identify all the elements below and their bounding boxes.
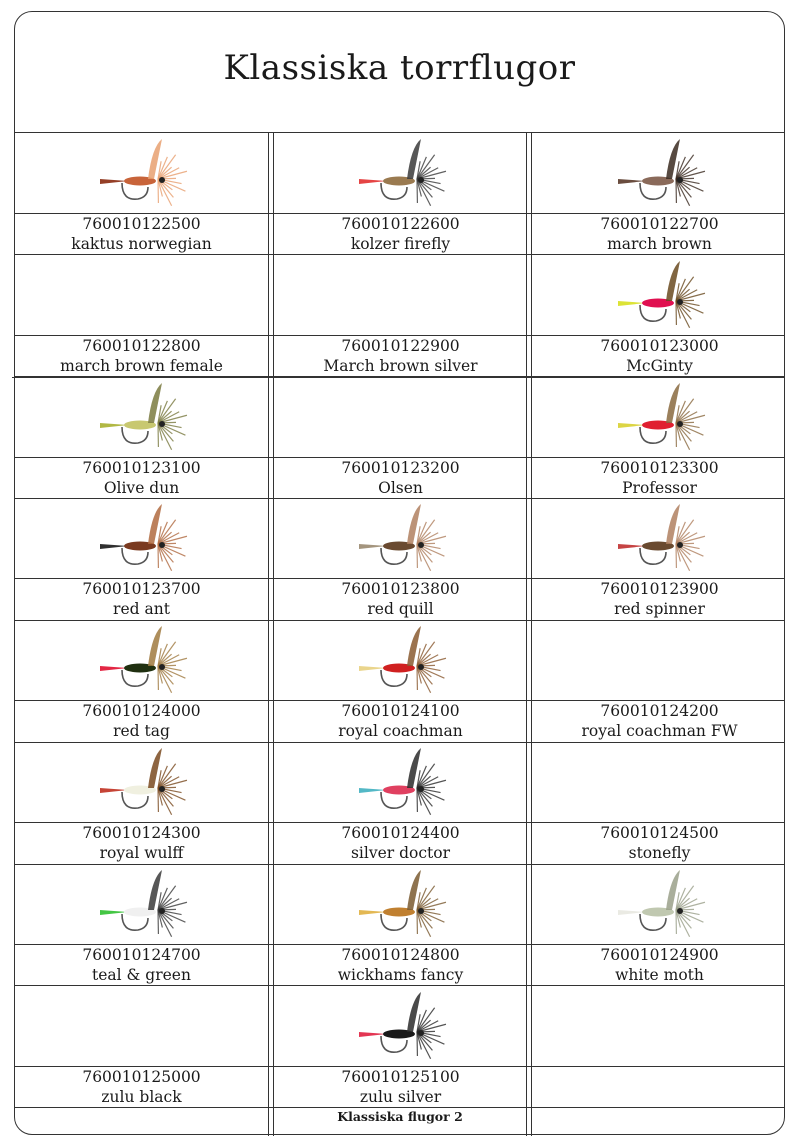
fly-tail bbox=[359, 788, 387, 793]
fly-name: Olive dun bbox=[103, 479, 180, 497]
article-number: 760010124800 bbox=[341, 946, 460, 964]
fly-caption bbox=[534, 945, 785, 985]
fly-caption bbox=[275, 336, 526, 376]
fly-name: royal wulff bbox=[99, 844, 184, 862]
fly-head bbox=[677, 177, 683, 183]
fly-caption bbox=[15, 579, 268, 619]
fly-head bbox=[677, 421, 683, 427]
fly-hook bbox=[381, 548, 407, 564]
fly-hook bbox=[381, 792, 407, 808]
fly-hook bbox=[122, 670, 148, 686]
article-number: 760010124000 bbox=[82, 702, 201, 720]
fly-caption bbox=[275, 823, 526, 863]
fly-name: red quill bbox=[367, 600, 434, 618]
fly-photo bbox=[351, 866, 451, 942]
fly-hook bbox=[122, 183, 148, 199]
fly-photo bbox=[610, 135, 710, 211]
article-number: 760010124400 bbox=[341, 824, 460, 842]
fly-head bbox=[418, 908, 424, 914]
fly-caption bbox=[534, 336, 785, 376]
fly-photo bbox=[92, 135, 192, 211]
fly-head bbox=[418, 177, 424, 183]
fly-name: silver doctor bbox=[350, 844, 451, 862]
column-divider bbox=[531, 132, 532, 1136]
fly-tail bbox=[359, 666, 387, 671]
fly-head bbox=[159, 177, 165, 183]
fly-photo bbox=[92, 622, 192, 698]
fly-caption bbox=[275, 214, 526, 254]
fly-head bbox=[418, 542, 424, 548]
article-number: 760010123200 bbox=[341, 459, 460, 477]
fly-caption bbox=[534, 701, 785, 741]
fly-photo bbox=[92, 500, 192, 576]
fly-head bbox=[159, 421, 165, 427]
grid-top-rule bbox=[15, 132, 785, 133]
article-number: 760010123100 bbox=[82, 459, 201, 477]
fly-caption bbox=[15, 1067, 268, 1107]
fly-tail bbox=[100, 666, 128, 671]
fly-photo bbox=[610, 257, 710, 333]
fly-tail bbox=[100, 179, 128, 184]
article-number: 760010124500 bbox=[600, 824, 719, 842]
fly-head bbox=[159, 542, 165, 548]
fly-caption bbox=[15, 945, 268, 985]
fly-name: wickhams fancy bbox=[337, 966, 464, 984]
fly-photo bbox=[92, 379, 192, 455]
fly-head bbox=[159, 664, 165, 670]
fly-tail bbox=[359, 544, 387, 549]
fly-tail bbox=[359, 910, 387, 915]
article-number: 760010122900 bbox=[341, 337, 460, 355]
fly-photo bbox=[351, 500, 451, 576]
fly-name: March brown silver bbox=[323, 357, 478, 375]
page-title: Klassiska torrflugor bbox=[223, 48, 576, 88]
fly-hook bbox=[122, 914, 148, 930]
fly-tail bbox=[100, 910, 128, 915]
fly-hook bbox=[640, 914, 666, 930]
fly-tail bbox=[618, 301, 646, 306]
fly-hook bbox=[381, 914, 407, 930]
fly-head bbox=[677, 908, 683, 914]
fly-head bbox=[159, 908, 165, 914]
fly-name: red spinner bbox=[614, 600, 705, 618]
fly-caption bbox=[15, 458, 268, 498]
fly-hook bbox=[122, 792, 148, 808]
fly-photo bbox=[351, 622, 451, 698]
fly-caption bbox=[15, 336, 268, 376]
fly-hook bbox=[381, 670, 407, 686]
fly-name: zulu silver bbox=[359, 1088, 442, 1106]
fly-head bbox=[159, 786, 165, 792]
fly-caption bbox=[275, 579, 526, 619]
fly-head bbox=[418, 786, 424, 792]
column-divider bbox=[526, 132, 527, 1136]
fly-name: kolzer firefly bbox=[350, 235, 451, 253]
article-number: 760010124100 bbox=[341, 702, 460, 720]
fly-head bbox=[418, 664, 424, 670]
fly-hook bbox=[122, 427, 148, 443]
fly-name: kaktus norwegian bbox=[71, 235, 212, 253]
fly-caption bbox=[534, 458, 785, 498]
fly-name: red ant bbox=[113, 600, 170, 618]
fly-caption bbox=[15, 701, 268, 741]
fly-tail bbox=[100, 423, 128, 428]
article-number: 760010123300 bbox=[600, 459, 719, 477]
fly-photo bbox=[610, 500, 710, 576]
fly-hook bbox=[640, 183, 666, 199]
fly-name: march brown bbox=[607, 235, 712, 253]
fly-photo bbox=[351, 135, 451, 211]
article-number: 760010123700 bbox=[82, 580, 201, 598]
article-number: 760010125100 bbox=[341, 1068, 460, 1086]
fly-caption bbox=[15, 214, 268, 254]
fly-name: royal coachman FW bbox=[581, 722, 738, 740]
fly-caption bbox=[275, 701, 526, 741]
article-number: 760010123800 bbox=[341, 580, 460, 598]
article-number: 760010124700 bbox=[82, 946, 201, 964]
fly-caption bbox=[15, 823, 268, 863]
fly-name: Olsen bbox=[378, 479, 423, 497]
fly-photo bbox=[610, 866, 710, 942]
article-number: 760010123000 bbox=[600, 337, 719, 355]
fly-photo bbox=[351, 988, 451, 1064]
article-number: 760010122600 bbox=[341, 215, 460, 233]
fly-name: McGinty bbox=[626, 357, 693, 375]
fly-tail bbox=[359, 1032, 387, 1037]
fly-caption bbox=[275, 1067, 526, 1107]
fly-name: red tag bbox=[113, 722, 170, 740]
fly-name: stonefly bbox=[628, 844, 691, 862]
fly-tail bbox=[100, 788, 128, 793]
row-divider bbox=[15, 985, 785, 986]
fly-caption bbox=[534, 214, 785, 254]
fly-tail bbox=[618, 544, 646, 549]
fly-hook bbox=[640, 305, 666, 321]
fly-photo bbox=[351, 744, 451, 820]
fly-tail bbox=[618, 423, 646, 428]
fly-tail bbox=[100, 544, 128, 549]
fly-photo bbox=[610, 379, 710, 455]
fly-name: march brown female bbox=[60, 357, 223, 375]
fly-hook bbox=[640, 427, 666, 443]
article-number: 760010123900 bbox=[600, 580, 719, 598]
fly-hook bbox=[381, 1036, 407, 1052]
article-number: 760010125000 bbox=[82, 1068, 201, 1086]
fly-hook bbox=[122, 548, 148, 564]
fly-tail bbox=[618, 910, 646, 915]
fly-caption bbox=[275, 458, 526, 498]
fly-head bbox=[677, 542, 683, 548]
article-number: 760010124900 bbox=[600, 946, 719, 964]
row-divider bbox=[15, 254, 785, 255]
fly-caption bbox=[534, 823, 785, 863]
fly-photo bbox=[92, 744, 192, 820]
article-number: 760010122700 bbox=[600, 215, 719, 233]
column-divider bbox=[273, 132, 274, 1136]
article-number: 760010124300 bbox=[82, 824, 201, 842]
page-footer: Klassiska flugor 2 bbox=[337, 1109, 463, 1124]
article-number: 760010124200 bbox=[600, 702, 719, 720]
fly-head bbox=[418, 1030, 424, 1036]
fly-head bbox=[677, 299, 683, 305]
fly-photo bbox=[92, 866, 192, 942]
fly-tail bbox=[618, 179, 646, 184]
fly-hook bbox=[640, 548, 666, 564]
fly-name: teal & green bbox=[92, 966, 191, 984]
fly-caption bbox=[534, 579, 785, 619]
fly-tail bbox=[359, 179, 387, 184]
fly-name: white moth bbox=[615, 966, 704, 984]
fly-hook bbox=[381, 183, 407, 199]
fly-name: Professor bbox=[622, 479, 697, 497]
article-number: 760010122800 bbox=[82, 337, 201, 355]
article-number: 760010122500 bbox=[82, 215, 201, 233]
column-divider bbox=[268, 132, 269, 1136]
fly-name: royal coachman bbox=[338, 722, 463, 740]
fly-caption bbox=[275, 945, 526, 985]
fly-name: zulu black bbox=[101, 1088, 182, 1106]
